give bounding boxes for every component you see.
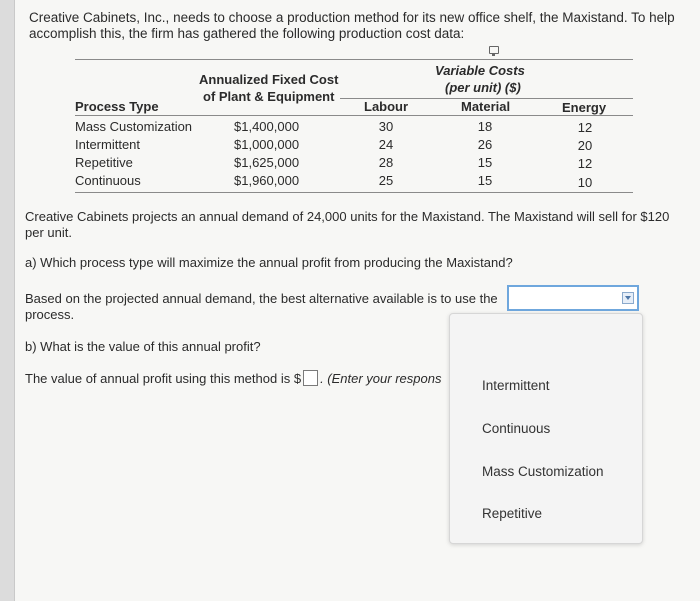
dropdown-option-intermittent[interactable]: Intermittent: [482, 378, 550, 393]
question-panel: [14, 0, 700, 601]
chevron-down-icon[interactable]: [622, 292, 634, 304]
labour-cell: 28: [378, 155, 394, 170]
profit-input[interactable]: [303, 370, 318, 386]
answer-a-suffix: process.: [25, 307, 75, 322]
energy-cell: 20: [577, 138, 593, 153]
dropdown-option-mass-customization[interactable]: Mass Customization: [482, 464, 604, 479]
demand-text: Creative Cabinets projects an annual demand of 24,000 units for the Maxistand. The Maxistand will sell for $120 per unit.: [25, 209, 670, 240]
question-a: a) Which process type will maximize the annual profit from producing the Maxistand?: [25, 255, 513, 270]
dropdown-menu: [449, 313, 643, 544]
answer-b-row: [25, 370, 441, 387]
fixed-cost-header-1: Annualized Fixed Cost: [199, 72, 339, 87]
material-cell: 15: [477, 173, 493, 188]
material-cell: 18: [477, 119, 493, 134]
table-bottom-rule: [75, 192, 633, 193]
answer-b-hint: . (Enter your respons: [320, 371, 442, 386]
fixed-cost-cell: $1,000,000: [234, 137, 300, 152]
variable-cost-header-2: (per unit) ($): [445, 80, 521, 95]
energy-cell: 12: [577, 156, 593, 171]
process-cell: Repetitive: [75, 155, 133, 170]
process-cell: Mass Customization: [75, 119, 193, 134]
labour-cell: 30: [378, 119, 394, 134]
fixed-cost-cell: $1,625,000: [234, 155, 300, 170]
process-type-dropdown[interactable]: [507, 285, 639, 311]
dropdown-option-continuous[interactable]: Continuous: [482, 421, 551, 436]
variable-cost-header-1: Variable Costs: [435, 63, 525, 78]
intro-text: Creative Cabinets, Inc., needs to choose a production method for its new office shelf, the Maxistand. To help accomplish this, the firm has gathered the following production cost data:: [29, 10, 675, 41]
process-cell: Continuous: [75, 173, 141, 188]
labour-cell: 25: [378, 173, 394, 188]
table-header-rule: [75, 115, 633, 116]
fixed-cost-header-2: of Plant & Equipment: [203, 89, 335, 104]
material-cell: 26: [477, 137, 493, 152]
answer-b-prefix: The value of annual profit using this method is $: [25, 371, 302, 386]
labour-cell: 24: [378, 137, 394, 152]
answer-a-prefix: Based on the projected annual demand, the best alternative available is to use the: [25, 291, 498, 306]
question-b: b) What is the value of this annual profit?: [25, 339, 261, 354]
dropdown-option-repetitive[interactable]: Repetitive: [482, 506, 543, 521]
data-table-icon[interactable]: [489, 46, 499, 54]
material-cell: 15: [477, 155, 493, 170]
fixed-cost-cell: $1,960,000: [234, 173, 300, 188]
energy-cell: 10: [577, 175, 593, 190]
table-top-rule: [75, 59, 633, 60]
col-material: Material: [461, 99, 511, 114]
col-energy: Energy: [562, 100, 607, 115]
energy-cell: 12: [577, 120, 593, 135]
col-labour: Labour: [364, 99, 409, 114]
fixed-cost-cell: $1,400,000: [234, 119, 300, 134]
process-cell: Intermittent: [75, 137, 141, 152]
col-process-type: Process Type: [75, 99, 159, 114]
